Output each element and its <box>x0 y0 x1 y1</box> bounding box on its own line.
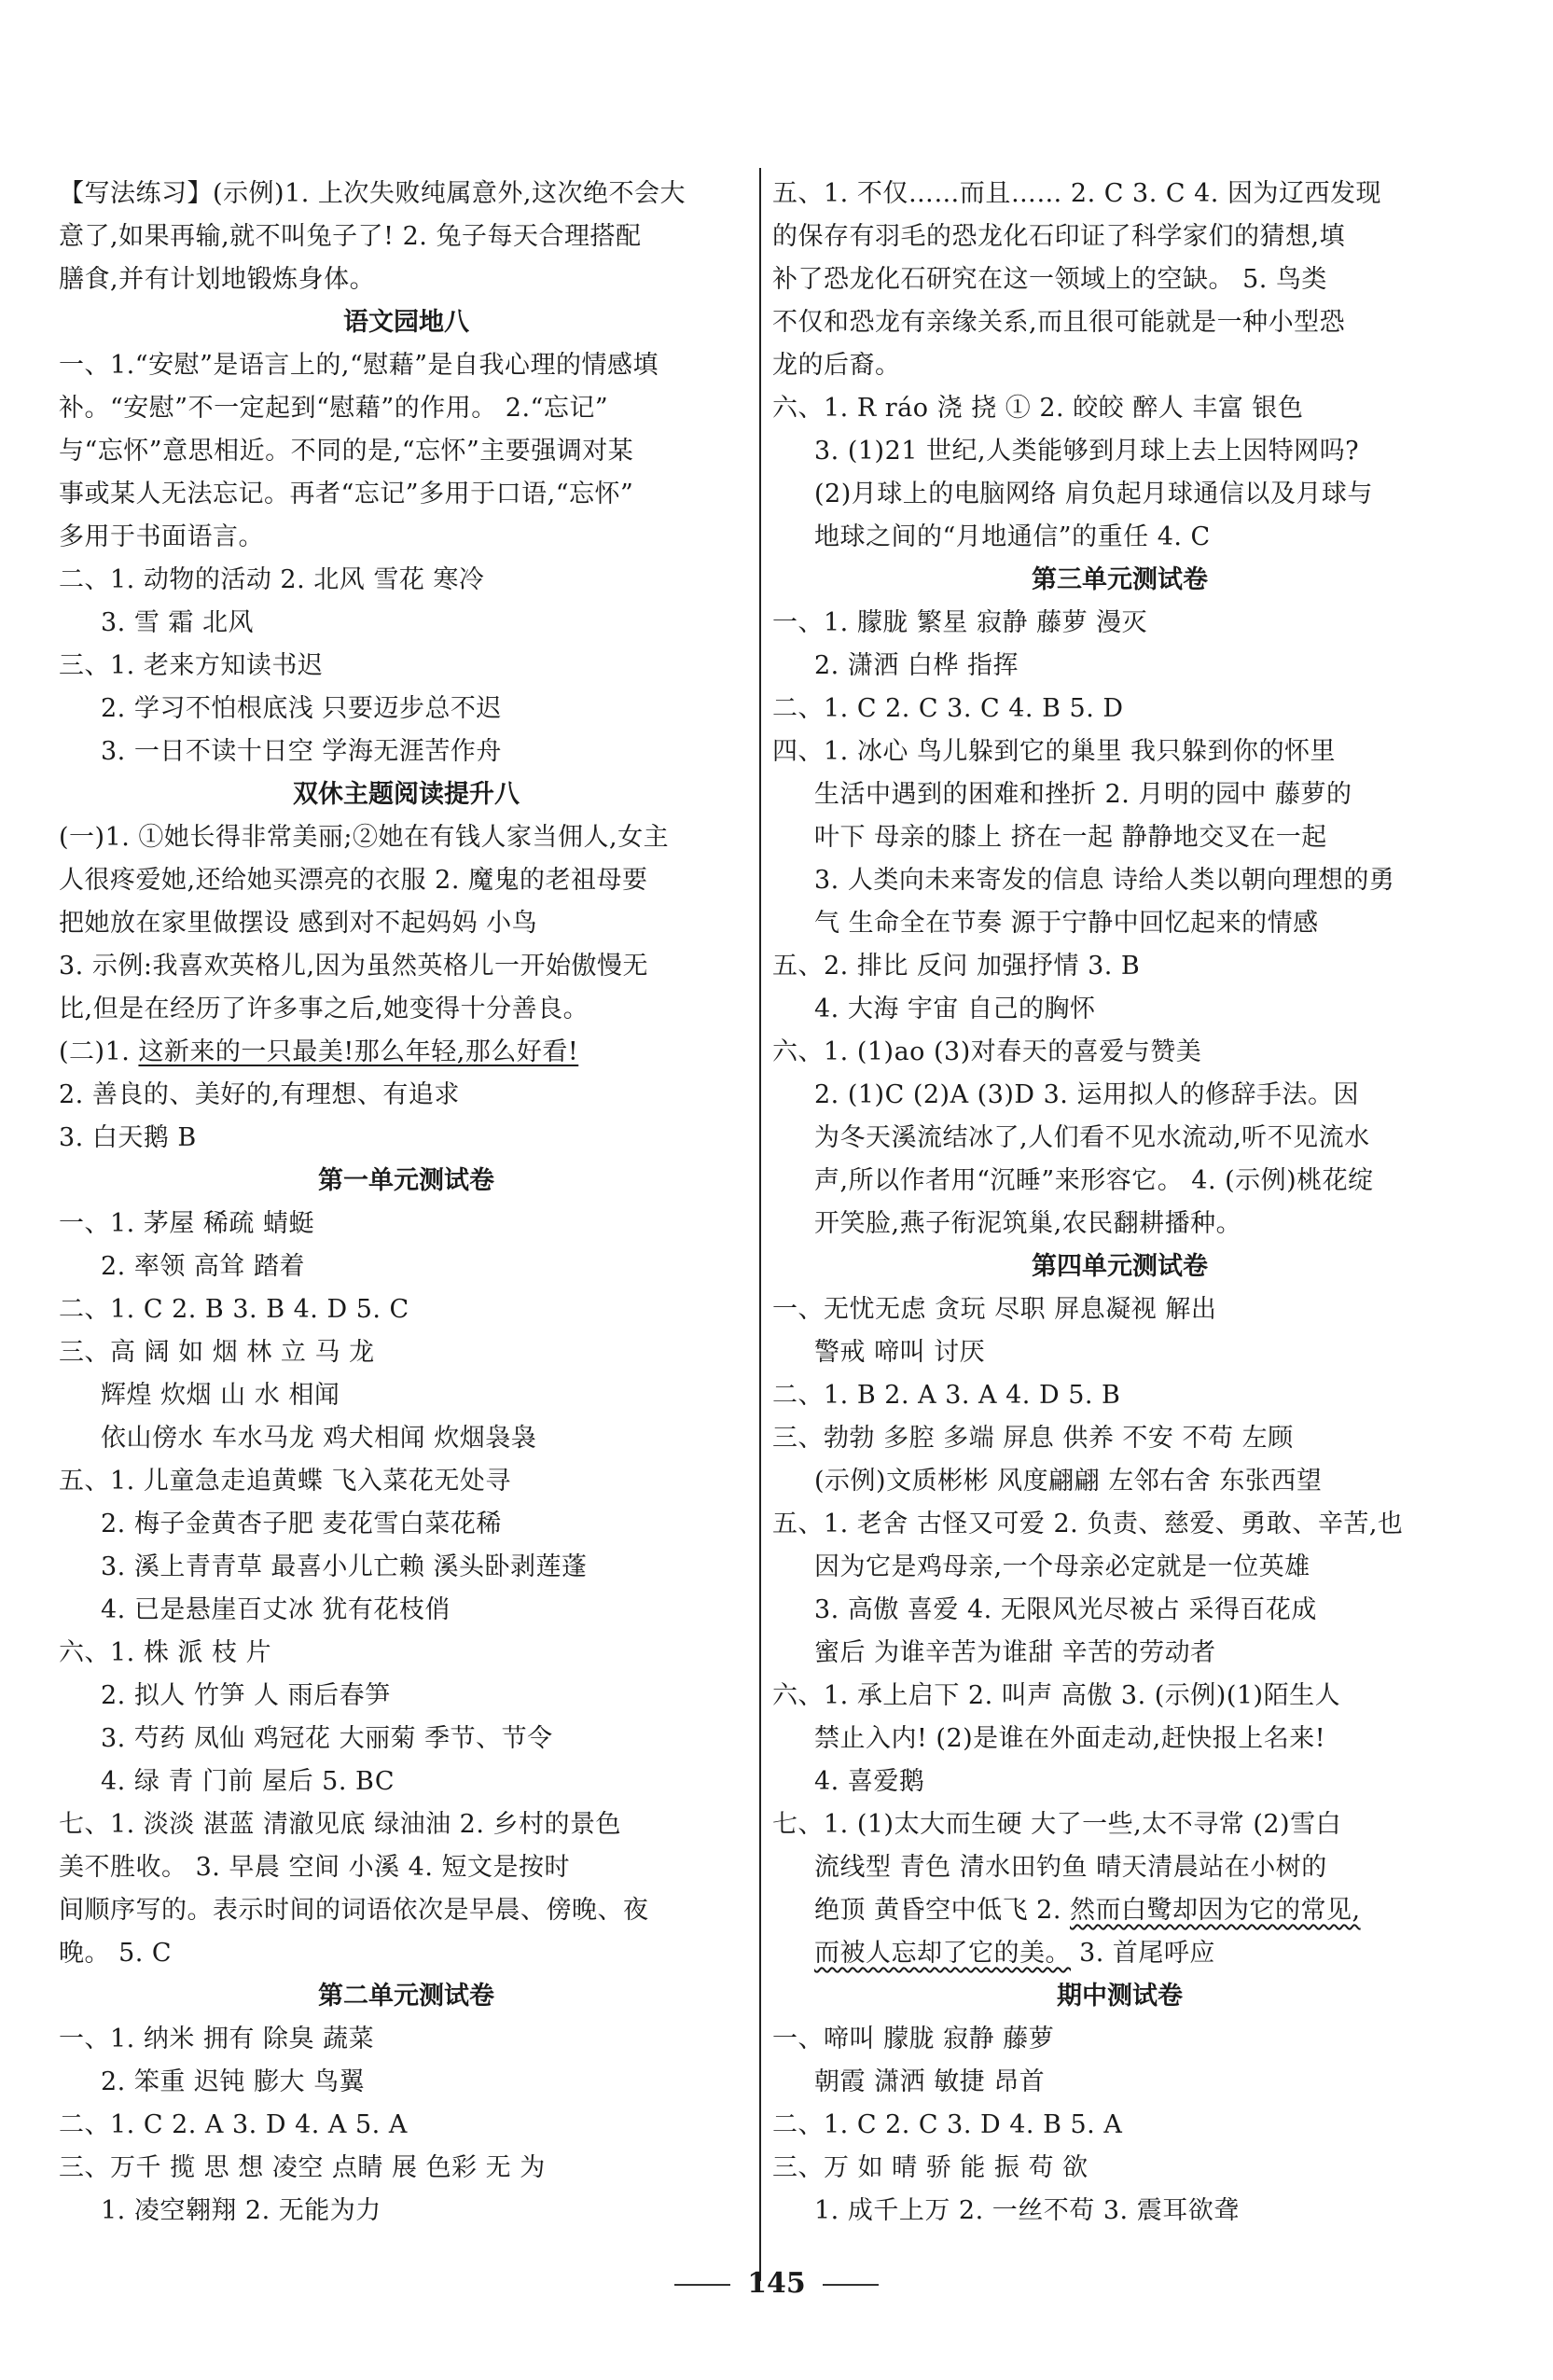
answer-line: 二、1. C 2. A 3. D 4. A 5. A <box>59 2110 408 2139</box>
answer-line: 3. 示例:我喜欢英格儿,因为虽然英格儿一开始傲慢无 <box>59 952 649 981</box>
answer-line: 4. 绿 青 门前 屋后 5. BC <box>101 1767 395 1796</box>
answer-line <box>772 1889 1467 1932</box>
answer-line-underlined <box>59 1031 754 1074</box>
answer-line: 【写法练习】(示例)1. 上次失败纯属意外,这次绝不会大 <box>59 179 686 208</box>
answer-line: 生活中遇到的困难和挫折 2. 月明的园中 藤萝的 <box>814 780 1352 809</box>
answer-line: 流线型 青色 清水田钓鱼 晴天清晨站在小树的 <box>814 1853 1327 1882</box>
answer-line: 六、1. 承上启下 2. 叫声 高傲 3. (示例)(1)陌生人 <box>772 1681 1341 1710</box>
answer-line: 三、万 如 晴 骄 能 振 苟 欲 <box>772 2153 1088 2182</box>
section-heading: 第一单元测试卷 <box>318 1166 494 1195</box>
answer-line: 一、啼叫 朦胧 寂静 藤萝 <box>772 2025 1055 2053</box>
answer-line: 一、1. 茅屋 稀疏 蜻蜓 <box>59 1209 315 1238</box>
answer-line: 的保存有羽毛的恐龙化石印证了科学家们的猜想,填 <box>772 222 1346 251</box>
answer-line: 四、1. 冰心 鸟儿躲到它的巢里 我只躲到你的怀里 <box>772 737 1337 766</box>
answer-line: 禁止入内! (2)是谁在外面走动,赶快报上名来! <box>814 1724 1326 1753</box>
section-heading: 第三单元测试卷 <box>1032 565 1208 594</box>
footer-dash-right <box>823 2284 879 2286</box>
answer-line: (示例)文质彬彬 风度翩翩 左邻右舍 东张西望 <box>814 1467 1323 1496</box>
answer-line: 龙的后裔。 <box>772 351 901 380</box>
answer-line: 六、1. R ráo 浇 挠 ① 2. 皎皎 醉人 丰富 银色 <box>772 394 1304 423</box>
answer-line: 警戒 啼叫 讨厌 <box>814 1338 986 1367</box>
answer-line: (2)月球上的电脑网络 肩负起月球通信以及月球与 <box>814 480 1373 508</box>
answer-line: 2. 潇洒 白桦 指挥 <box>814 651 1019 680</box>
answer-line: 辉煌 炊烟 山 水 相闻 <box>101 1381 340 1410</box>
answer-line: 3. 一日不读十日空 学海无涯苦作舟 <box>101 737 502 766</box>
answer-line: 3. 白天鹅 B <box>59 1123 197 1152</box>
answer-line: 2. 笨重 迟钝 膨大 鸟翼 <box>101 2067 366 2096</box>
answer-line: 五、1. 不仅……而且…… 2. C 3. C 4. 因为辽西发现 <box>772 179 1381 208</box>
answer-line: 间顺序写的。表示时间的词语依次是早晨、傍晚、夜 <box>59 1896 649 1925</box>
answer-line: 膳食,并有计划地锻炼身体。 <box>59 265 376 294</box>
answer-line: 三、高 阔 如 烟 林 立 马 龙 <box>59 1338 375 1367</box>
answer-line: 比,但是在经历了许多事之后,她变得十分善良。 <box>59 995 589 1023</box>
section-heading: 第二单元测试卷 <box>318 1982 494 2011</box>
answer-line: 二、1. C 2. C 3. C 4. B 5. D <box>772 694 1124 723</box>
answer-line: 多用于书面语言。 <box>59 522 264 551</box>
answer-line: 二、1. B 2. A 3. A 4. D 5. B <box>772 1381 1121 1410</box>
answer-text: 绝顶 黄昏空中低飞 2. <box>814 1896 1071 1925</box>
page-footer <box>0 2267 1553 2300</box>
answer-line: 蜜后 为谁辛苦为谁甜 辛苦的劳动者 <box>814 1638 1216 1667</box>
answer-line: 三、勃勃 多腔 多端 屏息 供养 不安 不苟 左顾 <box>772 1424 1294 1453</box>
answer-line: 把她放在家里做摆设 感到对不起妈妈 小鸟 <box>59 909 538 938</box>
answer-line: 一、无忧无虑 贪玩 尽职 屏息凝视 解出 <box>772 1295 1217 1324</box>
answer-line: 六、1. 株 派 枝 片 <box>59 1638 272 1667</box>
answer-line: 补。“安慰”不一定起到“慰藉”的作用。 2.“忘记” <box>59 394 609 423</box>
page-number: 145 <box>747 2267 806 2300</box>
answer-line: 一、1. 纳米 拥有 除臭 蔬菜 <box>59 2025 375 2053</box>
answer-line: 七、1. (1)太大而生硬 大了一些,太不寻常 (2)雪白 <box>772 1810 1342 1839</box>
answer-line: 因为它是鸡母亲,一个母亲必定就是一位英雄 <box>814 1552 1310 1581</box>
answer-line: 2. 梅子金黄杏子肥 麦花雪白菜花稀 <box>101 1510 502 1538</box>
answer-line: 五、1. 老舍 古怪又可爱 2. 负责、慈爱、勇敢、辛苦,也 <box>772 1510 1404 1538</box>
answer-line: 地球之间的“月地通信”的重任 4. C <box>814 522 1211 551</box>
answer-line: 美不胜收。 3. 早晨 空间 小溪 4. 短文是按时 <box>59 1853 571 1882</box>
section-heading: 双休主题阅读提升八 <box>293 780 520 809</box>
answer-line: 与“忘怀”意思相近。不同的是,“忘怀”主要强调对某 <box>59 437 634 466</box>
answer-text: 3. 首尾呼应 <box>1071 1939 1215 1968</box>
answer-line: (一)1. ①她长得非常美丽;②她在有钱人家当佣人,女主 <box>59 823 670 852</box>
answer-line: 3. 人类向未来寄发的信息 诗给人类以朝向理想的勇 <box>814 866 1395 895</box>
answer-line: 叶下 母亲的膝上 挤在一起 静静地交叉在一起 <box>814 823 1327 852</box>
answer-line: 三、1. 老来方知读书迟 <box>59 651 324 680</box>
section-heading: 期中测试卷 <box>1057 1982 1183 2011</box>
answer-line: 六、1. (1)ao (3)对春天的喜爱与赞美 <box>772 1037 1202 1066</box>
answer-line: 事或某人无法忘记。再者“忘记”多用于口语,“忘怀” <box>59 480 634 508</box>
answer-line: 2. 善良的、美好的,有理想、有追求 <box>59 1080 460 1109</box>
answer-line: 一、1.“安慰”是语言上的,“慰藉”是自我心理的情感填 <box>59 351 659 380</box>
answer-line: 2. 拟人 竹笋 人 雨后春笋 <box>101 1681 391 1710</box>
answer-line: 意了,如果再输,就不叫兔子了! 2. 兔子每天合理搭配 <box>59 222 642 251</box>
answer-line: 4. 大海 宇宙 自己的胸怀 <box>814 995 1096 1023</box>
answer-line: 3. (1)21 世纪,人类能够到月球上去上因特网吗? <box>814 437 1360 466</box>
answer-line: 补了恐龙化石研究在这一领域上的空缺。 5. 鸟类 <box>772 265 1327 294</box>
wavy-underlined-sentence: 而被人忘却了它的美。 <box>814 1939 1071 1968</box>
answer-line: 五、2. 排比 反问 加强抒情 3. B <box>772 952 1141 981</box>
answer-line: 气 生命全在节奏 源于宁静中回忆起来的情感 <box>814 909 1319 938</box>
answer-line: 声,所以作者用“沉睡”来形容它。 4. (示例)桃花绽 <box>814 1166 1374 1195</box>
answer-line: 为冬天溪流结冰了,人们看不见水流动,听不见流水 <box>814 1123 1370 1152</box>
answer-line: 依山傍水 车水马龙 鸡犬相闻 炊烟袅袅 <box>101 1424 537 1453</box>
answer-line: 3. 高傲 喜爱 4. 无限风光尽被占 采得百花成 <box>814 1595 1317 1624</box>
answer-line: 开笑脸,燕子衔泥筑巢,农民翻耕播种。 <box>814 1209 1242 1238</box>
answer-line: 五、1. 儿童急走追黄蝶 飞入菜花无处寻 <box>59 1467 511 1496</box>
answer-line: 1. 凌空翱翔 2. 无能为力 <box>101 2196 381 2225</box>
footer-dash-left <box>674 2284 730 2286</box>
answer-line: 三、万千 揽 思 想 凌空 点睛 展 色彩 无 为 <box>59 2153 546 2182</box>
answer-line: 4. 已是悬崖百丈冰 犹有花枝俏 <box>101 1595 451 1624</box>
answer-line: 人很疼爱她,还给她买漂亮的衣服 2. 魔鬼的老祖母要 <box>59 866 648 895</box>
answer-line: 一、1. 朦胧 繁星 寂静 藤萝 漫灭 <box>772 608 1148 637</box>
answer-prefix: (二)1. <box>59 1037 139 1066</box>
underlined-sentence: 这新来的一只最美!那么年轻,那么好看! <box>138 1037 579 1066</box>
answer-line: 二、1. C 2. B 3. B 4. D 5. C <box>59 1295 409 1324</box>
answer-line: 4. 喜爱鹅 <box>814 1767 925 1796</box>
answer-line: 二、1. C 2. C 3. D 4. B 5. A <box>772 2110 1123 2139</box>
answer-line: 1. 成千上万 2. 一丝不苟 3. 震耳欲聋 <box>814 2196 1240 2225</box>
answer-line: 二、1. 动物的活动 2. 北风 雪花 寒冷 <box>59 565 485 594</box>
section-heading: 语文园地八 <box>343 308 469 337</box>
answer-line: 2. 率领 高耸 踏着 <box>101 1252 306 1281</box>
answer-line: 晚。 5. C <box>59 1939 173 1968</box>
answer-line: 不仅和恐龙有亲缘关系,而且很可能就是一种小型恐 <box>772 308 1346 337</box>
answer-line: 3. 溪上青青草 最喜小儿亡赖 溪头卧剥莲蓬 <box>101 1552 588 1581</box>
answer-line <box>772 1932 1467 1975</box>
wavy-underlined-sentence: 然而白鹭却因为它的常见, <box>1070 1896 1361 1925</box>
answer-line: 2. 学习不怕根底浅 只要迈步总不迟 <box>101 694 502 723</box>
answer-line: 3. 芍药 凤仙 鸡冠花 大丽菊 季节、节令 <box>101 1724 553 1753</box>
answer-line: 七、1. 淡淡 湛蓝 清澈见底 绿油油 2. 乡村的景色 <box>59 1810 622 1839</box>
left-column <box>59 173 754 2233</box>
section-heading: 第四单元测试卷 <box>1032 1252 1208 1281</box>
right-column <box>772 173 1467 2233</box>
column-divider <box>759 168 761 2281</box>
answer-line: 3. 雪 霜 北风 <box>101 608 255 637</box>
answer-line: 2. (1)C (2)A (3)D 3. 运用拟人的修辞手法。因 <box>814 1080 1359 1109</box>
answer-line: 朝霞 潇洒 敏捷 昂首 <box>814 2067 1046 2096</box>
